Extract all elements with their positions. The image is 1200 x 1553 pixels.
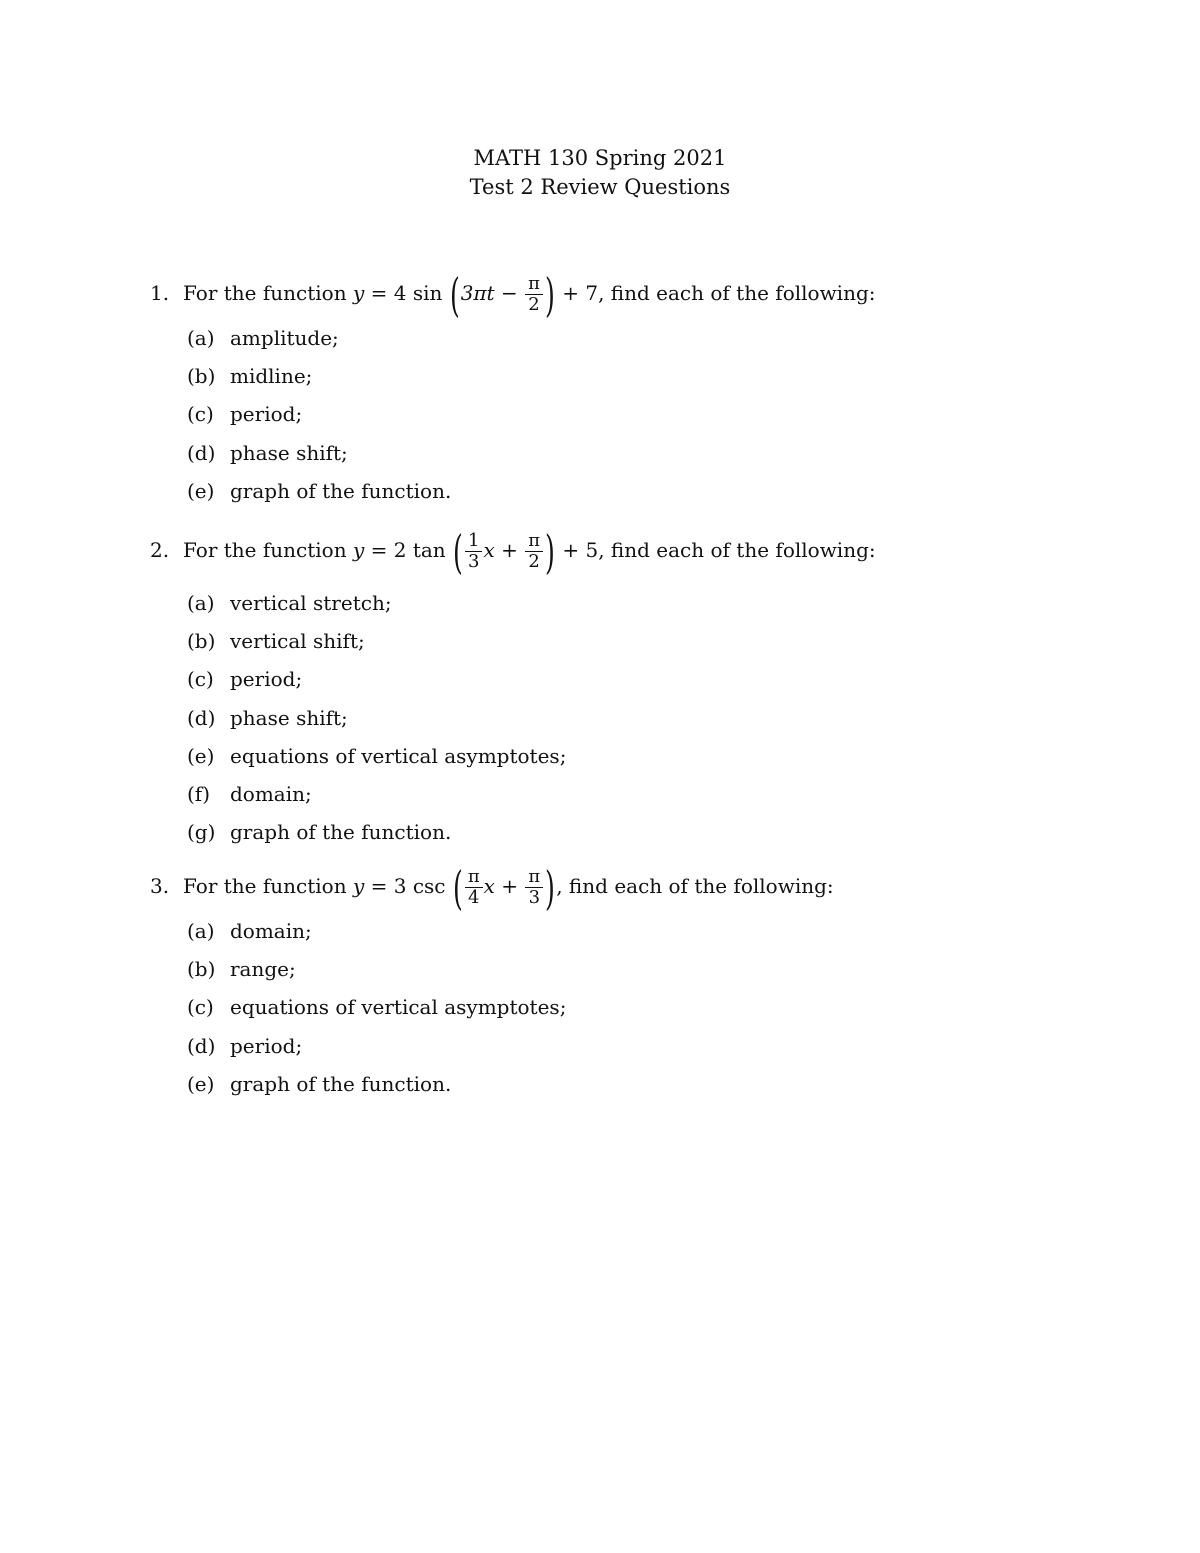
subquestion-item [150, 584, 1130, 622]
subquestion-item [150, 775, 1130, 813]
subquestion-item [150, 622, 1130, 660]
subquestion-item [150, 912, 1130, 950]
subquestion-text: range; [230, 957, 296, 982]
formula-function-name: csc [412, 874, 446, 898]
problem-stem [183, 524, 876, 579]
formula-coefficient: 3 [393, 874, 407, 898]
subquestion-list [150, 584, 1130, 851]
subquestion-label: (b) [187, 957, 216, 982]
subquestion-item [150, 950, 1130, 988]
subquestion-text: domain; [230, 919, 312, 943]
subquestion-label: (b) [187, 364, 216, 389]
problem-prompt [150, 860, 1130, 915]
subquestion-item [150, 660, 1130, 698]
problem-number: 1. [150, 281, 170, 305]
subquestion-text: midline; [230, 364, 313, 389]
formula-function-name: sin [412, 281, 443, 305]
fraction-numerator: π [528, 273, 540, 294]
formula-function-name: tan [412, 538, 446, 562]
fraction-numerator: 1 [467, 530, 480, 551]
formula-equals: = [370, 538, 388, 562]
formula-coefficient: 2 [393, 538, 407, 562]
formula-coefficient: 4 [393, 281, 407, 305]
subquestion-item [150, 319, 1130, 357]
subquestion-item [150, 357, 1130, 395]
subquestion-text: graph of the function. [230, 1071, 452, 1096]
problem-stem [183, 267, 876, 322]
subquestion-text: graph of the function. [230, 820, 452, 845]
problem-stem [183, 860, 834, 915]
problem-1 [150, 267, 1130, 510]
left-paren: ( [452, 860, 463, 915]
subquestion-label: (b) [187, 629, 216, 654]
subquestion-item [150, 699, 1130, 737]
problem-lead: For the function [183, 281, 347, 305]
subquestion-label: (e) [187, 1071, 215, 1096]
subquestion-item [150, 988, 1130, 1026]
fraction-numerator: π [528, 530, 541, 551]
subquestion-label: (d) [187, 705, 216, 730]
problem-lead: For the function [183, 538, 347, 562]
formula-vertical-constant: + 5 [562, 538, 599, 562]
subquestion-text: period; [230, 402, 303, 427]
subquestion-item [150, 1065, 1130, 1103]
subquestion-item [150, 737, 1130, 775]
subquestion-label: (c) [187, 995, 214, 1020]
subquestion-text: equations of vertical asymptotes; [230, 995, 567, 1020]
fraction-denominator: 2 [525, 294, 543, 315]
document-header [0, 144, 1200, 202]
subquestion-text: phase shift; [230, 705, 348, 730]
subquestion-item [150, 395, 1130, 433]
subquestion-label: (f) [187, 781, 211, 806]
formula-equals: = [370, 874, 388, 898]
problem-after-text: , find each of the following: [556, 874, 834, 898]
formula-argument-term: 3πt − [460, 281, 518, 305]
document-subtitle: Test 2 Review Questions [469, 175, 731, 199]
subquestion-text: graph of the function. [230, 478, 452, 503]
subquestion-text: vertical stretch; [230, 591, 392, 615]
subquestion-list [150, 319, 1130, 510]
left-paren: ( [449, 267, 460, 322]
formula-variable-term: x + [483, 874, 519, 898]
subquestion-label: (d) [187, 1033, 216, 1058]
fraction-pi-over-3 [525, 867, 543, 908]
subquestion-label: (g) [187, 820, 216, 845]
subquestion-item [150, 472, 1130, 510]
fraction-pi-over-2 [525, 531, 543, 572]
formula-vertical-constant: + 7 [562, 281, 599, 305]
subquestion-label: (c) [187, 667, 214, 692]
fraction-pi-over-2 [525, 274, 543, 315]
formula-lhs: y [352, 538, 365, 562]
formula-lhs: y [352, 874, 365, 898]
formula-variable-term: x + [483, 538, 518, 562]
problem-prompt [150, 267, 1130, 322]
problem-number: 3. [150, 874, 170, 898]
subquestion-text: amplitude; [230, 326, 339, 350]
formula-lhs: y [352, 281, 365, 305]
right-paren: ) [544, 267, 555, 322]
right-paren: ) [545, 524, 555, 579]
fraction-numerator: π [528, 866, 541, 887]
subquestion-label: (a) [187, 591, 215, 615]
fraction-one-third [465, 531, 482, 572]
subquestion-label: (a) [187, 326, 215, 350]
problem-lead: For the function [183, 874, 347, 898]
subquestion-text: phase shift; [230, 440, 348, 465]
subquestion-label: (e) [187, 478, 215, 503]
formula-equals: = [370, 281, 388, 305]
subquestion-label: (a) [187, 919, 215, 943]
subquestion-label: (e) [187, 743, 215, 768]
problem-3 [150, 860, 1130, 1103]
left-paren: ( [453, 524, 463, 579]
subquestion-text: period; [230, 1033, 303, 1058]
subquestion-text: domain; [230, 781, 312, 806]
subquestion-item [150, 1027, 1130, 1065]
problem-prompt [150, 524, 1130, 579]
subquestion-label: (c) [187, 402, 214, 427]
subquestion-label: (d) [187, 440, 216, 465]
fraction-denominator: 3 [525, 887, 543, 908]
problem-after-text: , find each of the following: [598, 538, 876, 562]
problem-2 [150, 524, 1130, 851]
subquestion-text: period; [230, 667, 303, 692]
fraction-denominator: 3 [465, 551, 482, 572]
function-formula [352, 524, 599, 579]
fraction-denominator: 4 [465, 887, 483, 908]
right-paren: ) [545, 860, 556, 915]
fraction-denominator: 2 [525, 551, 543, 572]
subquestion-item [150, 434, 1130, 472]
problem-after-text: , find each of the following: [598, 281, 876, 305]
subquestion-list [150, 912, 1130, 1103]
document-title: MATH 130 Spring 2021 [473, 146, 727, 170]
fraction-pi-over-4 [465, 867, 483, 908]
problem-number: 2. [150, 538, 170, 562]
subquestion-text: vertical shift; [230, 629, 365, 654]
function-formula [352, 267, 599, 322]
subquestion-text: equations of vertical asymptotes; [230, 743, 567, 768]
fraction-numerator: π [467, 866, 480, 887]
subquestion-item [150, 813, 1130, 851]
function-formula [352, 860, 556, 915]
